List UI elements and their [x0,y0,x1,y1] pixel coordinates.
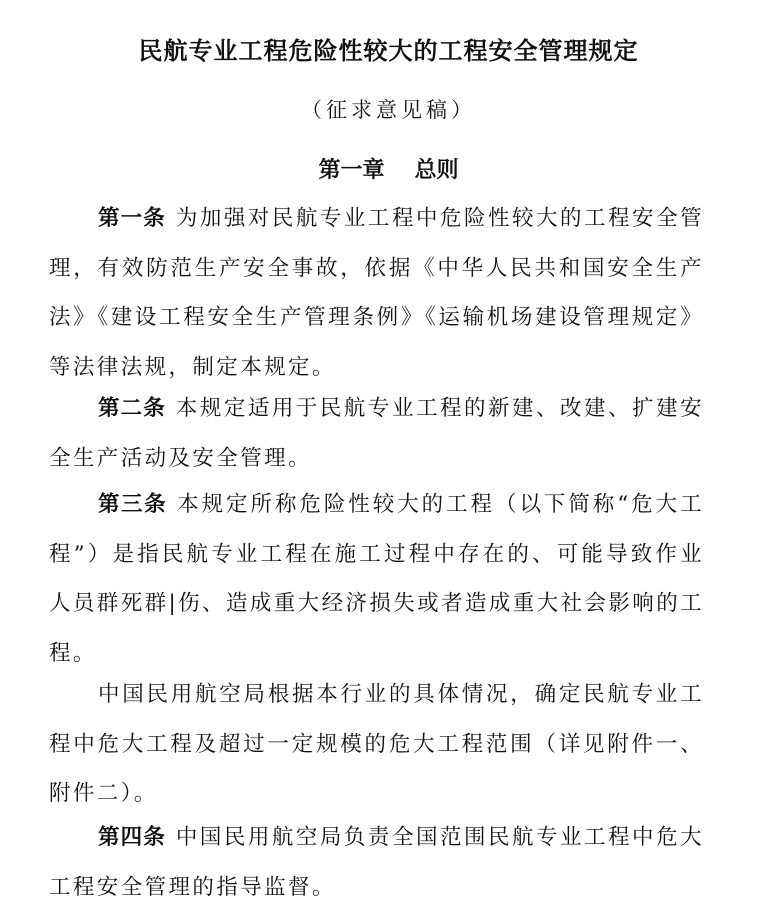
chapter-number: 第一章 [318,158,385,183]
paragraph-text: 中国民用航空局根据本行业的具体情况，确定民航专业工程中危大工程及超过一定规模的危大工程范围（详见附件一、附件二）。 [49,682,704,806]
article-text: 中国民用航空局负责全国范围民航专业工程中危大工程安全管理的指导监督。 [49,825,704,900]
document-title: 民航专业工程危险性较大的工程安全管理规定 [138,37,639,65]
article-label: 第二条 [98,396,166,421]
chapter-name: 总则 [414,158,459,183]
article-3 [49,480,704,678]
article-label: 第一条 [98,206,166,231]
article-text: 本规定所称危险性较大的工程（以下简称“危大工程”）是指民航专业工程在施工过程中存在的、可能导致作业人员群死群|伤、造成重大经济损失或者造成重大社会影响的工程。 [49,492,704,666]
document-subtitle: （征求意见稿） [301,98,476,122]
article-4 [49,813,704,912]
article-3-continuation [49,670,704,819]
article-2 [49,384,704,483]
chapter-heading [0,154,777,188]
article-text: 为加强对民航专业工程中危险性较大的工程安全管理，有效防范生产安全事故，依据《中华人民共和国安全生产法》《建设工程安全生产管理条例》《运输机场建设管理规定》等法律法规，制定本规定。 [49,206,704,380]
article-1 [49,194,704,392]
article-label: 第四条 [98,825,166,850]
article-text: 本规定适用于民航专业工程的新建、改建、扩建安全生产活动及安全管理。 [49,396,704,471]
article-label: 第三条 [98,492,168,517]
